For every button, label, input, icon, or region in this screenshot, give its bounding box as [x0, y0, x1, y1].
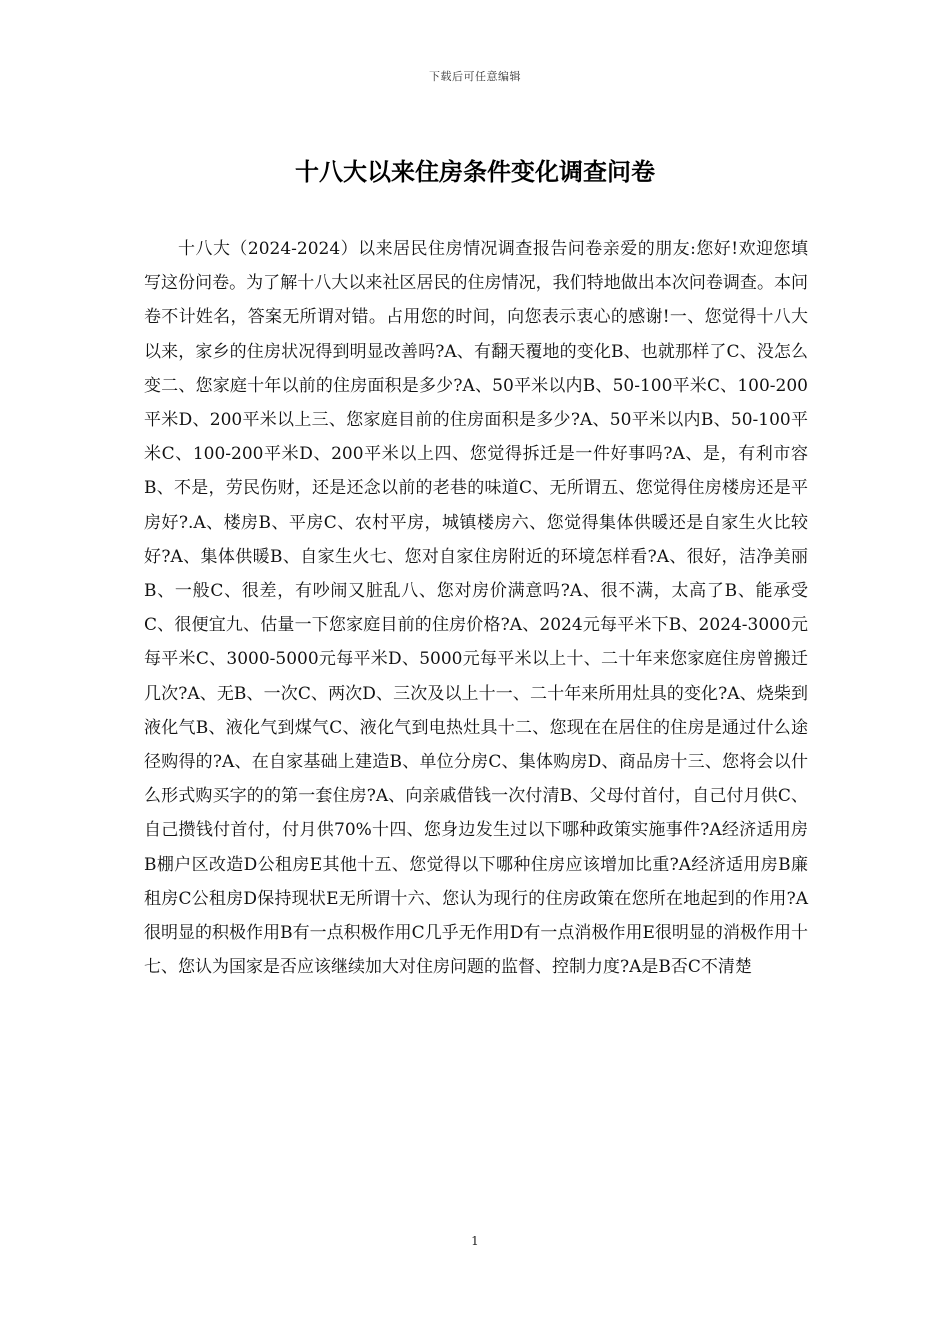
page-header-note: 下载后可任意编辑 — [429, 70, 521, 83]
document-title: 十八大以来住房条件变化调查问卷 — [295, 157, 655, 186]
page-number: 1 — [471, 1234, 479, 1248]
document-body: 十八大（2024-2024）以来居民住房情况调查报告问卷亲爱的朋友:您好!欢迎您填写这份问卷。为了解十八大以来社区居民的住房情况，我们特地做出本次问卷调查。本问卷不计姓名，答案无所谓对错。占用您的时间，向您表示衷心的感谢!一、您觉得十八大以来，家乡的住房状况得到明显改善吗?A、有翻天覆地的变化B、也就那样了C、没怎么变二、您家庭十年以前的住房面积是多少?A、50平米以内B、50-100平米C、100-200平米D、200平米以上三、您家庭目前的住房面积是多少?A、50平米以内B、50-100平米C、100-200平米D、200平米以上四、您觉得拆迁是一件好事吗?A、是，有利市容B、不是，劳民伤财，还是还念以前的老巷的味道C、无所谓五、您觉得住房楼房还是平房好?.A、楼房B、平房C、农村平房，城镇楼房六、您觉得集体供暖还是自家生火比较好?A、集体供暖B、自家生火七、您对自家住房附近的环境怎样看?A、很好，洁净美丽B、一般C、很差，有吵闹又脏乱八、您对房价满意吗?A、很不满，太高了B、能承受C、很便宜九、估量一下您家庭目前的住房价格?A、2024元每平米下B、2024-3000元每平米C、3000-5000元每平米D、5000元每平米以上十、二十年来您家庭住房曾搬迁几次?A、无B、一次C、两次D、三次及以上十一、二十年来所用灶具的变化?A、烧柴到液化气B、液化气到煤气C、液化气到电热灶具十二、您现在在居住的住房是通过什么途径购得的?A、在自家基础上建造B、单位分房C、集体购房D、商品房十三、您将会以什么形式购买字的的第一套住房?A、向亲戚借钱一次付清B、父母付首付，自己付月供C、自己攒钱付首付，付月供70%十四、您身边发生过以下哪种政策实施事件?A经济适用房B棚户区改造D公租房E其他十五、您觉得以下哪种住房应该增加比重?A经济适用房B廉租房C公租房D保持现状E无所谓十六、您认为现行的住房政策在您所在地起到的作用?A很明显的积极作用B有一点积极作用C几乎无作用D有一点消极作用E很明显的消极作用十七、您认为国家是否应该继续加大对住房问题的监督、控制力度?A是B否C不清楚 — [144, 239, 808, 978]
